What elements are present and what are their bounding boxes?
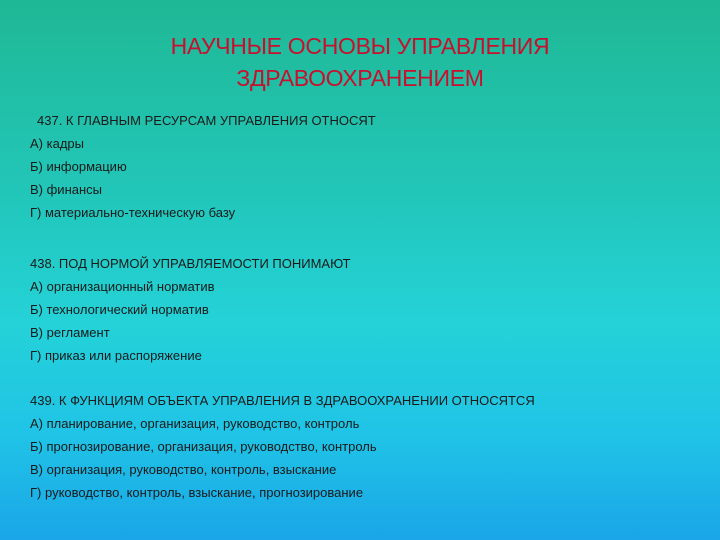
slide-title-line-2: ЗДРАВООХРАНЕНИЕМ: [236, 65, 484, 91]
question-heading: 438. ПОД НОРМОЙ УПРАВЛЯЕМОСТИ ПОНИМАЮТ: [30, 256, 351, 271]
question-heading: 437. К ГЛАВНЫМ РЕСУРСАМ УПРАВЛЕНИЯ ОТНОСЯТ: [37, 113, 376, 128]
answer-option-v: В) организация, руководство, контроль, взыскание: [30, 462, 337, 477]
answer-option-g: Г) руководство, контроль, взыскание, прогнозирование: [30, 485, 364, 500]
answer-option-b: Б) информацию: [30, 159, 127, 174]
answer-option-b: Б) технологический норматив: [30, 302, 209, 317]
answer-option-g: Г) материально-техническую базу: [30, 205, 236, 220]
answer-option-a: А) организационный норматив: [30, 279, 215, 294]
answer-option-v: В) регламент: [30, 325, 110, 340]
question-438: [30, 252, 690, 367]
answer-option-b: Б) прогнозирование, организация, руководство, контроль: [30, 439, 377, 454]
question-439: [30, 389, 690, 504]
answer-option-v: В) финансы: [30, 182, 103, 197]
question-heading: 439. К ФУНКЦИЯМ ОБЪЕКТА УПРАВЛЕНИЯ В ЗДРАВООХРАНЕНИИ ОТНОСЯТСЯ: [30, 393, 535, 408]
answer-option-g: Г) приказ или распоряжение: [30, 348, 202, 363]
answer-option-a: А) кадры: [30, 136, 84, 151]
slide-title-line-1: НАУЧНЫЕ ОСНОВЫ УПРАВЛЕНИЯ: [170, 33, 550, 59]
slide-title: [150, 30, 570, 94]
question-437: [30, 109, 690, 224]
answer-option-a: А) планирование, организация, руководство, контроль: [30, 416, 360, 431]
